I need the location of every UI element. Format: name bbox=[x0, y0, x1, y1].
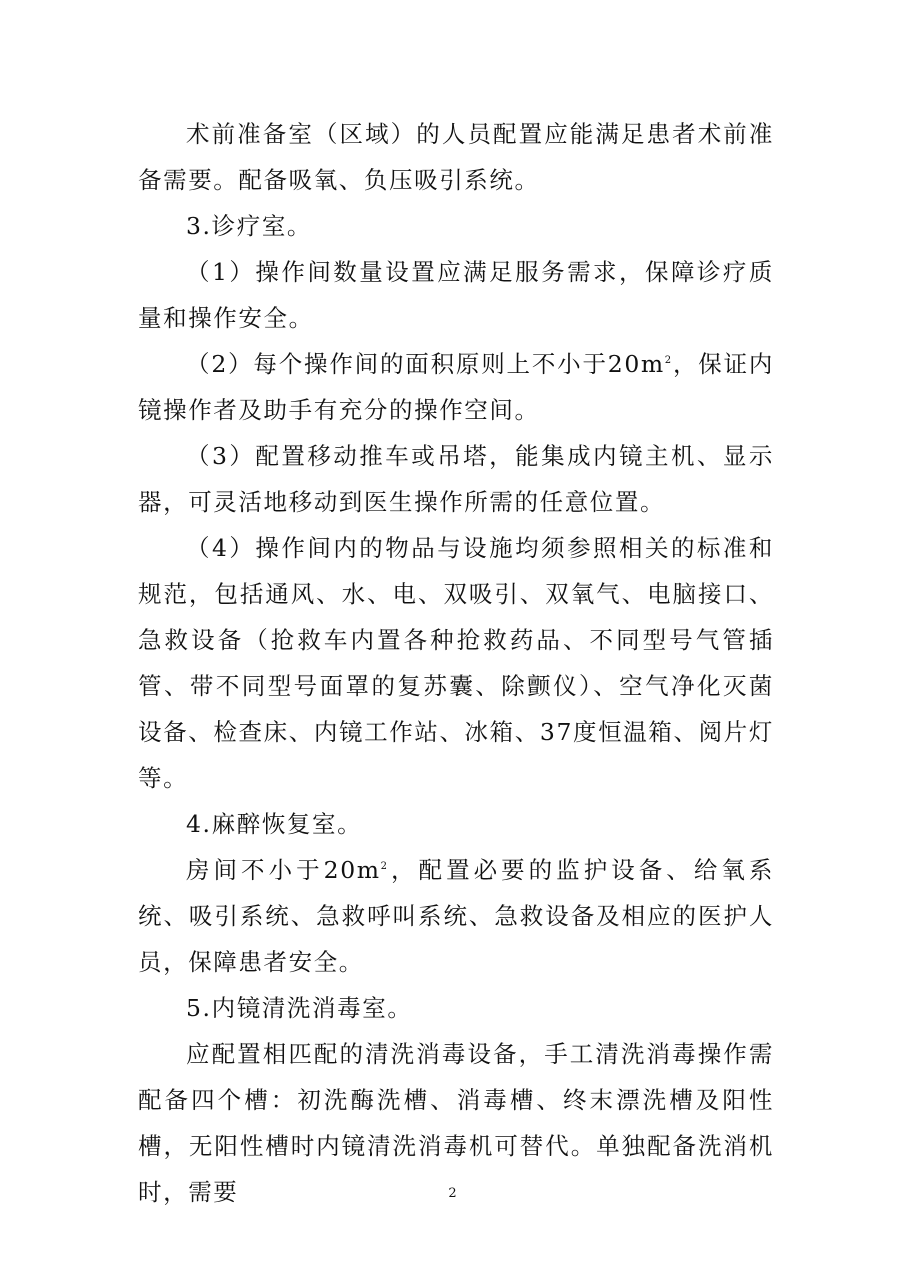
paragraph-preparation-room: 术前准备室（区域）的人员配置应能满足患者术前准备需要。配备吸氧、负压吸引系统。 bbox=[138, 120, 774, 194]
paragraph-item-1: （1）操作间数量设置应满足服务需求，保障诊疗质量和操作安全。 bbox=[138, 258, 774, 332]
paragraph-recovery-room-text-rest: ，配置必要的监护设备、给氧系统、吸引系统、急救呼叫系统、急救设备及相应的医护人员，保障患者安全。 bbox=[138, 856, 774, 976]
superscript-2: 2 bbox=[380, 861, 389, 873]
paragraph-recovery-room-text: 房间不小于20m bbox=[186, 856, 381, 884]
document-body bbox=[138, 111, 774, 1215]
paragraph-item-2-text: （2）每个操作间的面积原则上不小于20m bbox=[186, 350, 665, 378]
page-number: 2 bbox=[448, 1186, 457, 1201]
heading-disinfection-room: 5.内镜清洗消毒室。 bbox=[186, 994, 413, 1022]
paragraph-item-4: （4）操作间内的物品与设施均须参照相关的标准和规范，包括通风、水、电、双吸引、双氧气、电脑接口、急救设备（抢救车内置各种抢救药品、不同型号气管插管、带不同型号面罩的复苏囊、除颤仪）、空气净化灭菌设备、检查床、内镜工作站、冰箱、37度恒温箱、阅片灯等。 bbox=[138, 534, 774, 792]
superscript-2: 2 bbox=[664, 355, 673, 367]
paragraph-item-3: （3）配置移动推车或吊塔，能集成内镜主机、显示器，可灵活地移动到医生操作所需的任意位置。 bbox=[138, 442, 774, 516]
heading-recovery-room: 4.麻醉恢复室。 bbox=[186, 810, 363, 838]
paragraph-item-2 bbox=[138, 341, 774, 433]
heading-treatment-room: 3.诊疗室。 bbox=[186, 212, 313, 240]
paragraph-disinfection-room: 应配置相匹配的清洗消毒设备，手工清洗消毒操作需配备四个槽：初洗酶洗槽、消毒槽、终末漂洗槽及阳性槽，无阳性槽时内镜清洗消毒机可替代。单独配备洗消机时，需要 bbox=[138, 1040, 774, 1206]
paragraph-recovery-room bbox=[138, 847, 774, 985]
paragraph-item-2-text-rest: ，保证内镜操作者及助手有充分的操作空间。 bbox=[138, 350, 775, 424]
